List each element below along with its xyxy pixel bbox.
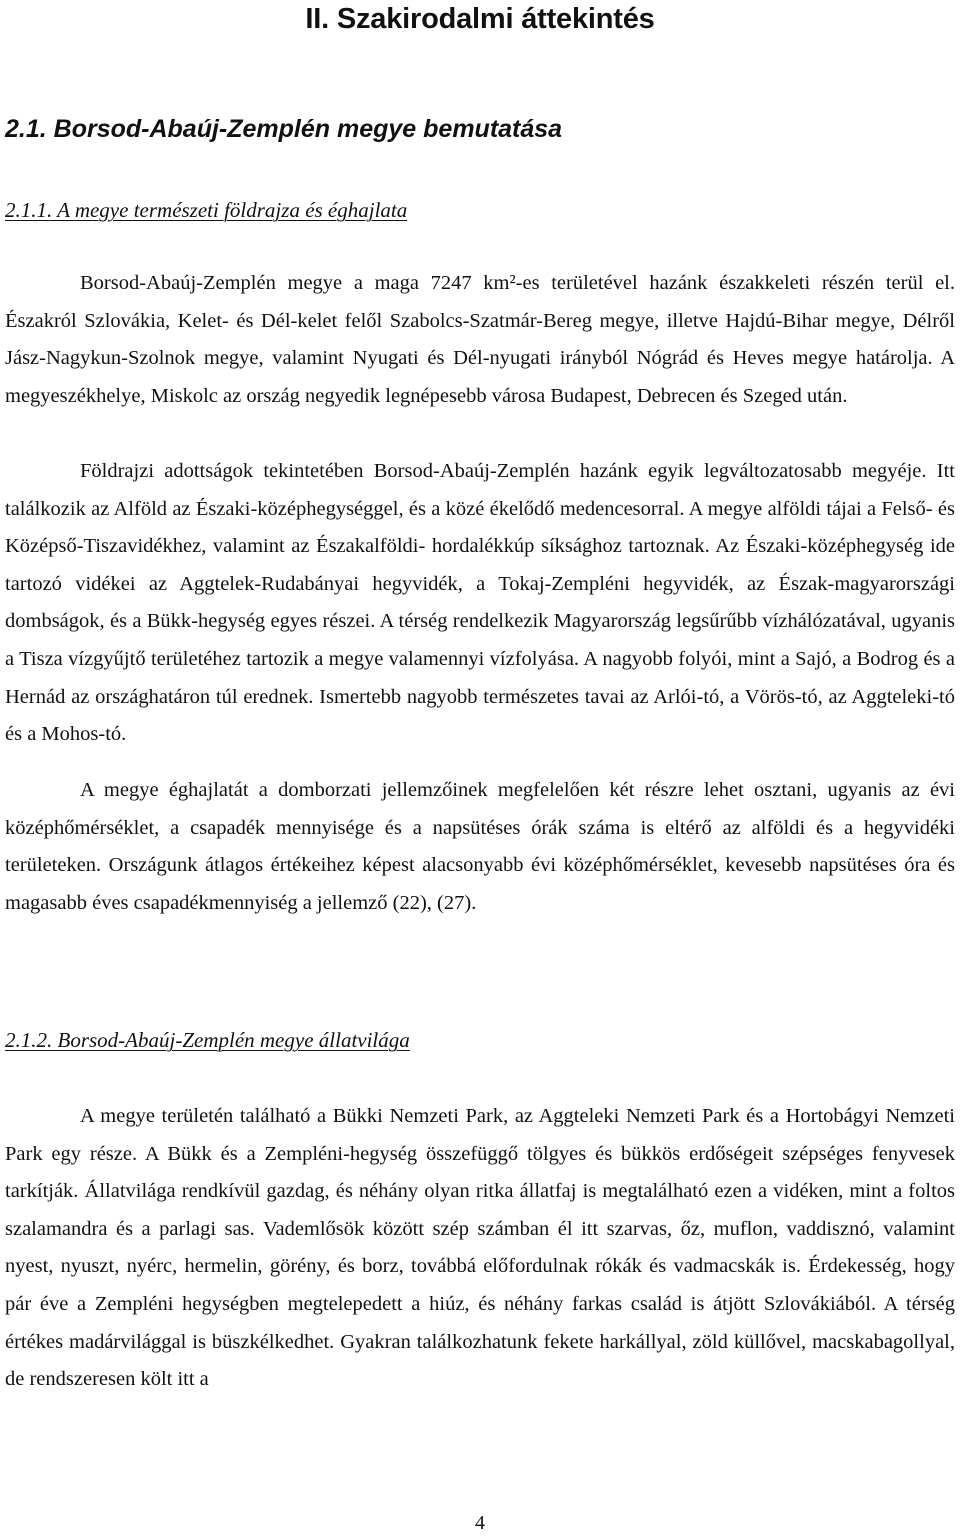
paragraph-climate: A megye éghajlatát a domborzati jellemzőinek megfelelően két részre lehet osztani, ugyanis az évi középhőmérséklet, a csapadék mennyisége és a napsütéses órák száma is eltérő az alföldi és a hegyvidéki területeken. Országunk átlagos értékeihez képest alacsonyabb évi középhőmérséklet, kevesebb napsütéses óra és magasabb éves csapadékmennyiség a jellemző (22), (27). — [5, 779, 955, 914]
section-heading: 2.1. Borsod-Abaúj-Zemplén megye bemutatása — [5, 115, 563, 143]
paragraph-geography: Földrajzi adottságok tekintetében Borsod-Abaúj-Zemplén hazánk egyik legváltozatosabb megyéje. Itt találkozik az Alföld az Északi-középhegységgel, és a közé ékelődő medencesorral. A megye alföldi tájai a Felső- és Középső-Tiszavidékhez, valamint az Északalföldi- hordalékkúp síksághoz tartoznak. Az Északi-középhegység ide tartozó vidékei az Aggtelek-Rudabányai hegyvidék, a Tokaj-Zempléni hegyvidék, az Észak-magyarországi dombságok, és a Bükk-hegység egyes részei. A térség rendelkezik Magyarország legsűrűbb vízhálózatával, ugyanis a Tisza vízgyűjtő területéhez tartozik a megye valamennyi vízfolyása. A nagyobb folyói, mint a Sajó, a Bodrog és a Hernád az országhatáron túl erednek. Ismertebb nagyobb természetes tavai az Arlói-tó, a Vörös-tó, az Aggteleki-tó és a Mohos-tó. — [5, 460, 955, 746]
chapter-title: II. Szakirodalmi áttekintés — [305, 3, 655, 35]
subsection-heading-fauna: 2.1.2. Borsod-Abaúj-Zemplén megye állatvilága — [5, 1028, 410, 1052]
page-number: 4 — [475, 1512, 485, 1534]
paragraph-fauna: A megye területén található a Bükki Nemzeti Park, az Aggteleki Nemzeti Park és a Hortobágyi Nemzeti Park egy része. A Bükk és a Zempléni-hegység összefüggő tölgyes és bükkös erdőségeit szépséges fenyvesek tarkítják. Állatvilága rendkívül gazdag, és néhány olyan ritka állatfaj is megtalálható ezen a vidéken, mint a foltos szalamandra és a parlagi sas. Vademlősök között szép számban él itt szarvas, őz, muflon, vaddisznó, valamint nyest, nyuszt, nyérc, hermelin, görény, és borz, továbbá előfordulnak rókák és vadmacskák is. Érdekesség, hogy pár éve a Zempléni hegységben megtelepedett a hiúz, és néhány farkas család is átjött Szlovákiából. A térség értékes madárvilággal is büszkélkedhet. Gyakran találkozhatunk fekete harkállyal, zöld küllővel, macskabagollyal, de rendszeresen költ itt a — [5, 1105, 955, 1391]
subsection-heading-geography: 2.1.1. A megye természeti földrajza és éghajlata — [5, 198, 408, 222]
paragraph-location: Borsod-Abaúj-Zemplén megye a maga 7247 km²-es területével hazánk északkeleti részén terül el. Északról Szlovákia, Kelet- és Dél-kelet felől Szabolcs-Szatmár-Bereg megye, illetve Hajdú-Bihar megye, Délről Jász-Nagykun-Szolnok megye, valamint Nyugati és Dél-nyugati irányból Nógrád és Heves megye határolja. A megyeszékhelye, Miskolc az ország negyedik legnépesebb városa Budapest, Debrecen és Szeged után. — [5, 272, 955, 407]
